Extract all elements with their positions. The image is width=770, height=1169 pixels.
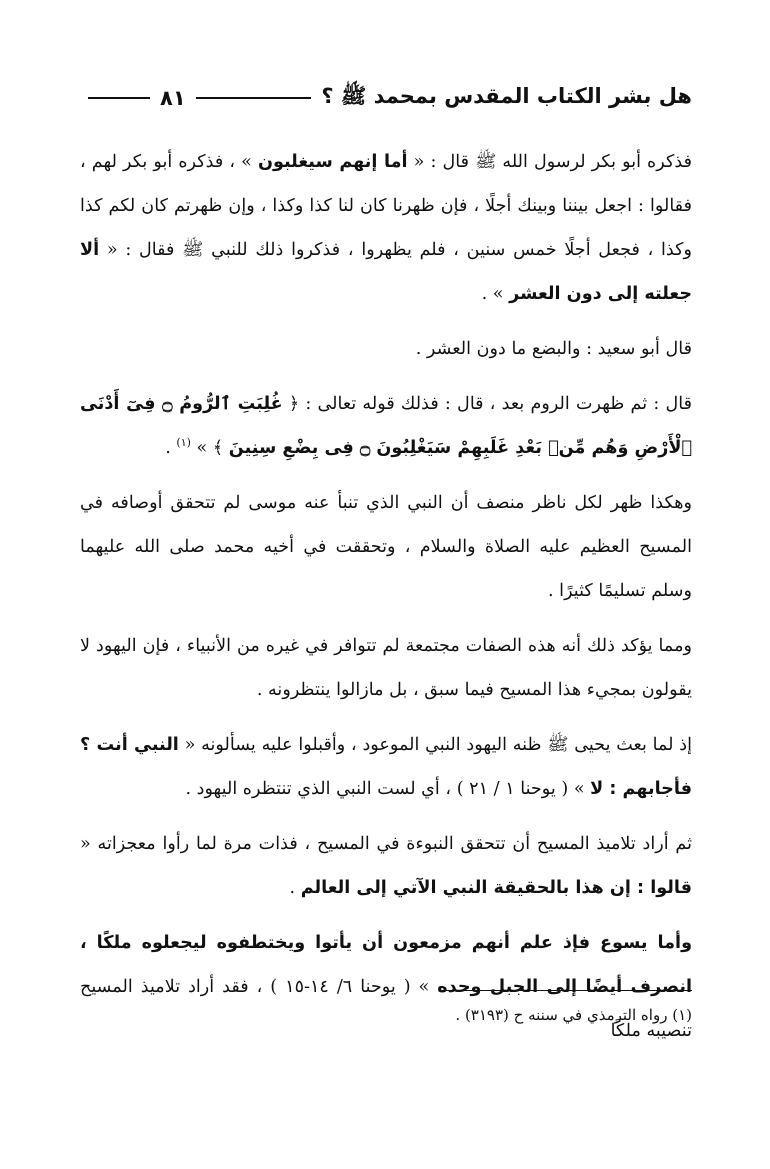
page-header (88, 78, 692, 118)
text-run: » ( يوحنا ٦/ ١٤-١٥ ) ، فقد أراد تلاميذ المسيح تنصيبه ملكًا (80, 977, 692, 1041)
paragraph (80, 921, 692, 1053)
text-run: » ، فذكره أبو بكر لهم ، فقالوا : اجعل بيننا وبينك أجلًا ، فإن ظهرنا كان لنا كذا وكذا ، وإن ظهرتم كان لكم كذا وكذا ، فجعل أجلًا خمس سنين ، فلم يظهروا ، فذكروا ذلك للنبي ﷺ فقال : « (80, 152, 692, 260)
page-number: ٨١ (160, 86, 186, 110)
emphasis-text: قالوا : إن هذا بالحقيقة النبي الآتي إلى العالم (300, 878, 692, 898)
text-run: ثم أراد تلاميذ المسيح أن تتحقق النبوءة في المسيح ، فذات مرة لما رأوا معجزاته « (80, 834, 692, 854)
text-run: ومما يؤكد ذلك أنه هذه الصفات مجتمعة لم تتوافر في غيره من الأنبياء ، فإن اليهود لا يقولون بمجيء هذا المسيح فيما سبق ، بل مازالوا ينتظرونه . (80, 636, 692, 700)
paragraph (80, 481, 692, 613)
text-run: إذ لما بعث يحيى ﷺ ظنه اليهود النبي الموعود ، وأقبلوا عليه يسألونه « (178, 735, 692, 755)
emphasis-text: أما إنهم سيغلبون (257, 152, 408, 172)
text-run: وهكذا ظهر لكل ناظر منصف أن النبي الذي تنبأ عنه موسى لم تتحقق أوصافه في المسيح العظيم عليه الصلاة والسلام ، وتحققت في أخيه محمد صلى الله عليهما وسلم تسليمًا كثيرًا . (80, 493, 692, 601)
paragraph (80, 140, 692, 316)
emphasis-text: ألا جعلته إلى دون العشر (80, 240, 692, 304)
emphasis-text: النبي أنت ؟ فأجابهم : لا (80, 735, 692, 799)
paragraph (80, 822, 692, 910)
text-run: » . (481, 284, 510, 304)
header-rule (196, 97, 312, 99)
text-run: قال : ثم ظهرت الروم بعد ، قال : فذلك قوله تعالى : ﴿ (282, 394, 692, 414)
text-run: ﴾ » (190, 438, 229, 458)
footnote: (١) رواه الترمذي في سننه ح (٣١٩٣) . (455, 1006, 692, 1024)
paragraph (80, 382, 692, 470)
text-run: فذكره أبو بكر لرسول الله ﷺ قال : « (407, 152, 692, 172)
text-run: . (289, 878, 301, 898)
footnote-ref: (١) (176, 436, 191, 450)
page-body (80, 140, 692, 1064)
paragraph (80, 723, 692, 811)
emphasis-text: وأما يسوع فإذ علم أنهم مزمعون أن يأتوا ويختطفوه ليجعلوه ملكًا ، انصرف أيضًا إلى الجبل وحده (80, 933, 692, 997)
emphasis-text: غُلِبَتِ ٱلرُّومُ ۝ فِىٓ أَدْنَى ٱلْأَرْضِ وَهُم مِّنۢ بَعْدِ غَلَبِهِمْ سَيَغْلِبُونَ ۝ فِى بِضْعِ سِنِينَ (80, 394, 692, 458)
running-title: هل بشر الكتاب المقدس بمحمد ﷺ ؟ (321, 83, 692, 108)
paragraph (80, 624, 692, 712)
text-run: » ( يوحنا ١ / ٢١ ) ، أي لست النبي الذي تنتظره اليهود . (185, 779, 591, 799)
paragraph (80, 327, 692, 371)
text-run: . (165, 438, 177, 458)
footnote-separator (442, 990, 692, 991)
header-rule-short (88, 97, 150, 99)
text-run: قال أبو سعيد : والبضع ما دون العشر . (415, 339, 692, 359)
